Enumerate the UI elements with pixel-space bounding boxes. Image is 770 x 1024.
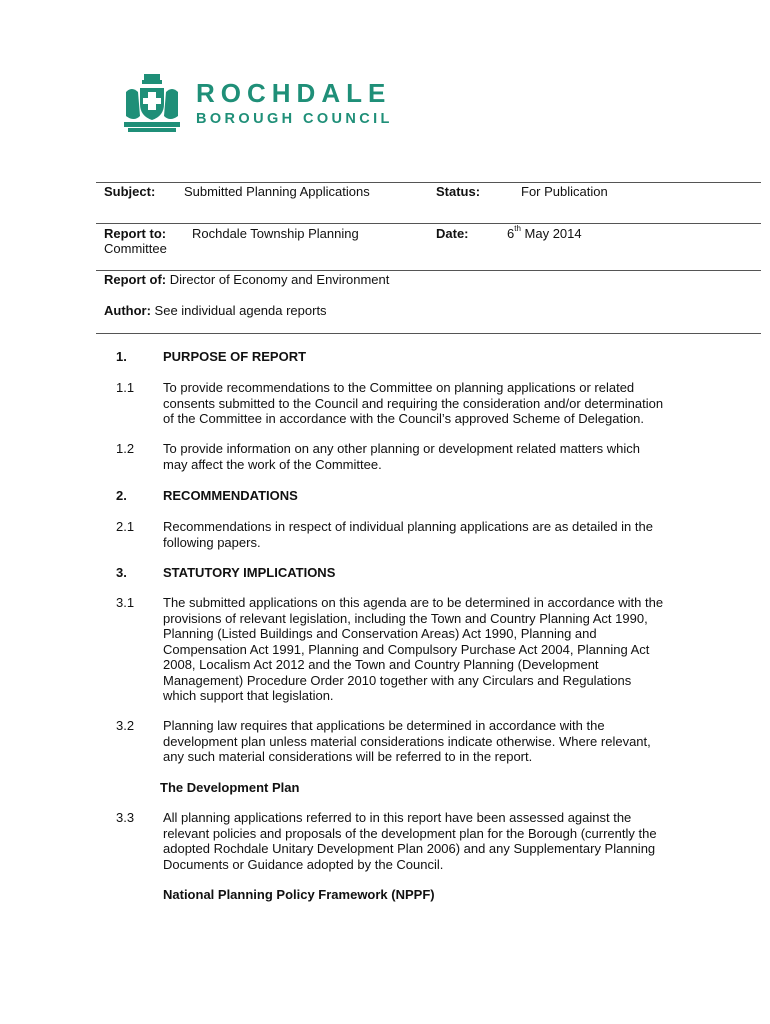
date-label: Date:	[436, 226, 469, 241]
paragraph: The submitted applications on this agenda are to be determined in accordance with the provisions of relevant legislation, including the Town and Country Planning Act 1990, Planning (Listed Buildings and Conservation Areas) Act 1990, Planning and Compensation Act 1991, Planning and Compulsory Purchase Act 2004, Planning Act 2008, Localism Act 2012 and the Town and Country Planning (Development Management) Procedure Order 2010 together with any Circulars and Regulations which support that legislation.	[163, 595, 664, 703]
divider	[96, 270, 761, 271]
status-value: For Publication	[521, 184, 608, 199]
paragraph-number: 2.1	[116, 519, 135, 534]
subheading-development-plan: The Development Plan	[160, 780, 300, 795]
paragraph: To provide recommendations to the Committee on planning applications or related consents submitted to the Council and requiring the consideration and/or determination of the Committee in accordance with the Council’s approved Scheme of Delegation.	[163, 380, 664, 426]
section-number: 3.	[116, 565, 127, 580]
paragraph: To provide information on any other planning or development related matters which may affect the work of the Committee.	[163, 441, 640, 472]
section-heading: STATUTORY IMPLICATIONS	[163, 565, 336, 580]
section-number: 1.	[116, 349, 127, 364]
paragraph-number: 3.3	[116, 810, 135, 825]
subject-label: Subject:	[104, 184, 156, 199]
divider	[96, 182, 761, 183]
brand-subtitle: BOROUGH COUNCIL	[196, 111, 393, 127]
paragraph: Recommendations in respect of individual planning applications are as detailed in the following papers.	[163, 519, 653, 550]
coat-of-arms-icon	[122, 72, 182, 134]
author: Author: See individual agenda reports	[104, 303, 327, 318]
date-value: 6th May 2014	[507, 224, 582, 241]
paragraph-number: 1.1	[116, 380, 135, 395]
section-heading: RECOMMENDATIONS	[163, 488, 298, 503]
status-label: Status:	[436, 184, 481, 199]
paragraph-number: 1.2	[116, 441, 135, 456]
report-to-label: Report to:	[104, 226, 167, 241]
report-to-value: Rochdale Township Planning	[192, 226, 359, 241]
section-number: 2.	[116, 488, 127, 503]
paragraph-number: 3.1	[116, 595, 135, 610]
brand-name: ROCHDALE	[196, 78, 392, 108]
report-to-value-cont: Committee	[104, 241, 167, 256]
paragraph: Planning law requires that applications be determined in accordance with the development plan unless material considerations indicate otherwise. Where relevant, any such material considerations will be referred to in the report.	[163, 718, 651, 764]
subject-value: Submitted Planning Applications	[184, 184, 370, 199]
subheading-nppf: National Planning Policy Framework (NPPF)	[163, 887, 435, 902]
section-heading: PURPOSE OF REPORT	[163, 349, 307, 364]
divider	[96, 223, 761, 224]
paragraph: All planning applications referred to in this report have been assessed against the relevant policies and proposals of the development plan for the Borough (currently the adopted Rochdale Unitary Development Plan 2006) and any Supplementary Planning Documents or Guidance adopted by the Council.	[163, 810, 657, 872]
report-of: Report of: Director of Economy and Environment	[104, 272, 390, 287]
divider	[96, 333, 761, 334]
paragraph-number: 3.2	[116, 718, 135, 733]
